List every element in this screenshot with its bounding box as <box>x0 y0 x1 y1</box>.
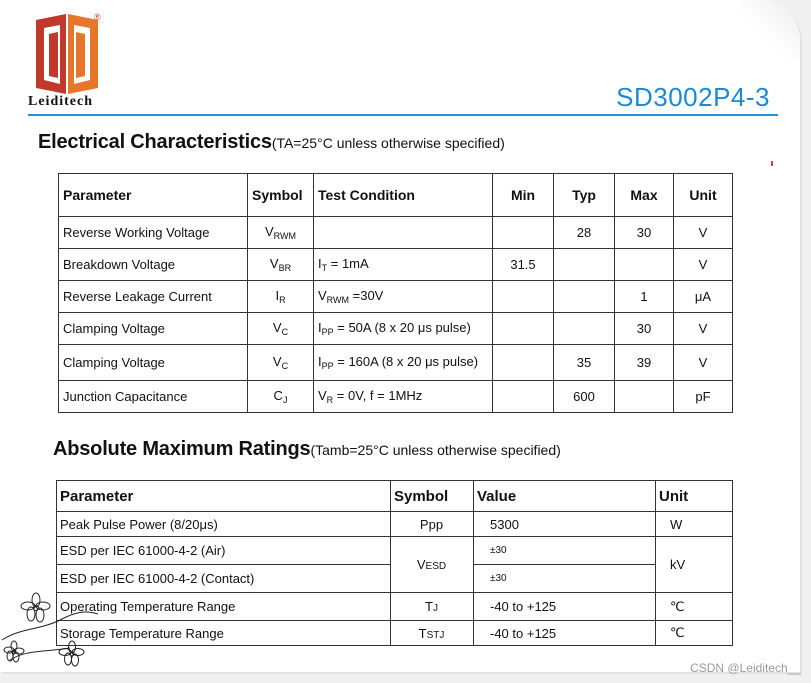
col-symbol: Symbol <box>248 174 314 217</box>
cond-text: =30V <box>349 288 384 303</box>
cond-sub: R <box>326 395 334 405</box>
cell-parameter: Clamping Voltage <box>59 313 248 345</box>
cell-condition <box>314 313 493 345</box>
table-row <box>57 537 733 565</box>
electrical-title: Electrical Characteristics <box>38 131 272 153</box>
cell-unit: kV <box>656 537 733 593</box>
cell-typ <box>554 313 615 345</box>
symbol-sub: RWM <box>273 231 296 241</box>
col-unit: Unit <box>674 174 733 217</box>
symbol-sub: C <box>281 327 289 337</box>
col-max: Max <box>615 174 674 217</box>
cell-min: 31.5 <box>493 249 554 281</box>
absolute-ratings-table <box>56 480 733 646</box>
cell-typ: 600 <box>554 381 615 413</box>
cell-max: 1 <box>615 281 674 313</box>
absolute-subtitle: (Tamb=25°C unless otherwise specified) <box>310 442 561 458</box>
table-header-row <box>57 481 733 512</box>
cond-main: V <box>318 288 327 303</box>
header-divider <box>28 114 778 116</box>
symbol-main: V <box>272 320 282 335</box>
cell-parameter: Clamping Voltage <box>59 345 248 381</box>
cell-condition <box>314 345 493 381</box>
cond-sub: PP <box>321 327 334 337</box>
table-row <box>59 345 733 381</box>
cond-text: = 1mA <box>327 256 369 271</box>
cell-condition <box>314 381 493 413</box>
electrical-table <box>58 173 733 413</box>
cell-symbol <box>248 281 314 313</box>
symbol-sub: BR <box>278 263 292 273</box>
symbol-sub: ESD <box>425 561 447 572</box>
cell-unit: pF <box>674 381 733 413</box>
flower-decoration-icon <box>0 590 100 672</box>
cell-value: ±30 <box>474 565 656 593</box>
table-row <box>59 381 733 413</box>
cell-min <box>493 217 554 249</box>
col-parameter: Parameter <box>57 481 391 512</box>
symbol-main: C <box>273 388 283 403</box>
symbol-main: T <box>425 599 433 614</box>
cell-min <box>493 345 554 381</box>
col-value: Value <box>474 481 656 512</box>
cond-text: = 0V, f = 1MHz <box>333 388 423 403</box>
cell-min <box>493 281 554 313</box>
symbol-main: V <box>272 354 282 369</box>
symbol-sub: J <box>432 603 438 614</box>
col-min: Min <box>493 174 554 217</box>
cell-typ: 35 <box>554 345 615 381</box>
cell-max <box>615 249 674 281</box>
cond-main: I <box>318 354 322 369</box>
electrical-heading <box>38 131 505 154</box>
red-mark <box>771 161 773 166</box>
cell-unit: V <box>674 345 733 381</box>
cond-main: I <box>318 320 322 335</box>
col-test-condition: Test Condition <box>314 174 493 217</box>
table-row <box>57 621 733 646</box>
symbol-main: V <box>264 224 274 239</box>
cell-value: -40 to +125 <box>474 621 656 646</box>
cell-max: 30 <box>615 313 674 345</box>
cell-symbol <box>391 593 474 621</box>
cond-main: V <box>318 388 327 403</box>
cell-condition <box>314 281 493 313</box>
cell-unit: ℃ <box>656 621 733 646</box>
cell-unit: V <box>674 249 733 281</box>
cell-max: 39 <box>615 345 674 381</box>
col-unit: Unit <box>656 481 733 512</box>
table-row <box>57 593 733 621</box>
cell-parameter: Reverse Leakage Current <box>59 281 248 313</box>
cell-min <box>493 381 554 413</box>
cell-parameter: Operating Temperature Range <box>57 593 391 621</box>
cell-value: ±30 <box>474 537 656 565</box>
cell-unit: V <box>674 217 733 249</box>
cond-sub: RWM <box>326 295 350 305</box>
table-row <box>59 249 733 281</box>
symbol-sub: J <box>282 395 288 405</box>
cell-typ: 28 <box>554 217 615 249</box>
logo-wordmark: Leiditech <box>28 94 93 109</box>
cell-symbol <box>248 345 314 381</box>
leiditech-logo-icon <box>36 14 98 94</box>
cell-unit: W <box>656 512 733 537</box>
cell-unit: μA <box>674 281 733 313</box>
absolute-heading <box>53 438 561 461</box>
cell-parameter: Peak Pulse Power (8/20μs) <box>57 512 391 537</box>
col-typ: Typ <box>554 174 615 217</box>
cell-max <box>615 381 674 413</box>
table-header-row <box>59 174 733 217</box>
cell-symbol <box>248 313 314 345</box>
registered-mark: ® <box>94 12 101 22</box>
cell-symbol <box>391 537 474 593</box>
cell-condition <box>314 249 493 281</box>
electrical-subtitle: (TA=25°C unless otherwise specified) <box>271 135 505 151</box>
cell-unit: ℃ <box>656 593 733 621</box>
csdn-watermark: CSDN @Leiditech__ <box>690 661 801 675</box>
table-row <box>59 281 733 313</box>
cond-text: = 50A (8 x 20 μs pulse) <box>333 320 471 335</box>
cond-text: = 160A (8 x 20 μs pulse) <box>333 354 479 369</box>
cell-symbol: Ppp <box>391 512 474 537</box>
symbol-sub: STJ <box>426 629 445 641</box>
company-logo <box>28 12 112 112</box>
col-parameter: Parameter <box>59 174 248 217</box>
symbol-main: I <box>275 288 280 303</box>
cond-sub: T <box>321 263 328 273</box>
symbol-sub: R <box>279 295 286 305</box>
cell-symbol <box>248 249 314 281</box>
cond-main: I <box>318 256 322 271</box>
absolute-title: Absolute Maximum Ratings <box>53 438 311 460</box>
cell-condition <box>314 217 493 249</box>
col-symbol: Symbol <box>391 481 474 512</box>
cell-min <box>493 313 554 345</box>
symbol-sub: C <box>281 361 289 371</box>
table-row <box>57 512 733 537</box>
table-row <box>59 217 733 249</box>
cell-typ <box>554 281 615 313</box>
cell-value: 5300 <box>474 512 656 537</box>
cond-sub: PP <box>321 361 334 371</box>
cell-parameter: ESD per IEC 61000-4-2 (Air) <box>57 537 391 565</box>
cell-symbol <box>248 217 314 249</box>
cell-value: -40 to +125 <box>474 593 656 621</box>
cell-parameter: Storage Temperature Range <box>57 621 391 646</box>
cell-parameter: Junction Capacitance <box>59 381 248 413</box>
cell-symbol <box>248 381 314 413</box>
part-number: SD3002P4-3 <box>616 82 770 112</box>
cell-max: 30 <box>615 217 674 249</box>
table-row <box>59 313 733 345</box>
symbol-main: V <box>416 557 426 572</box>
page-corner <box>740 0 800 60</box>
symbol-main: V <box>269 256 279 271</box>
cell-unit: V <box>674 313 733 345</box>
cell-typ <box>554 249 615 281</box>
cell-parameter: Breakdown Voltage <box>59 249 248 281</box>
cell-symbol <box>391 621 474 646</box>
cell-parameter: Reverse Working Voltage <box>59 217 248 249</box>
symbol-main: T <box>418 625 427 641</box>
cell-parameter: ESD per IEC 61000-4-2 (Contact) <box>57 565 391 593</box>
